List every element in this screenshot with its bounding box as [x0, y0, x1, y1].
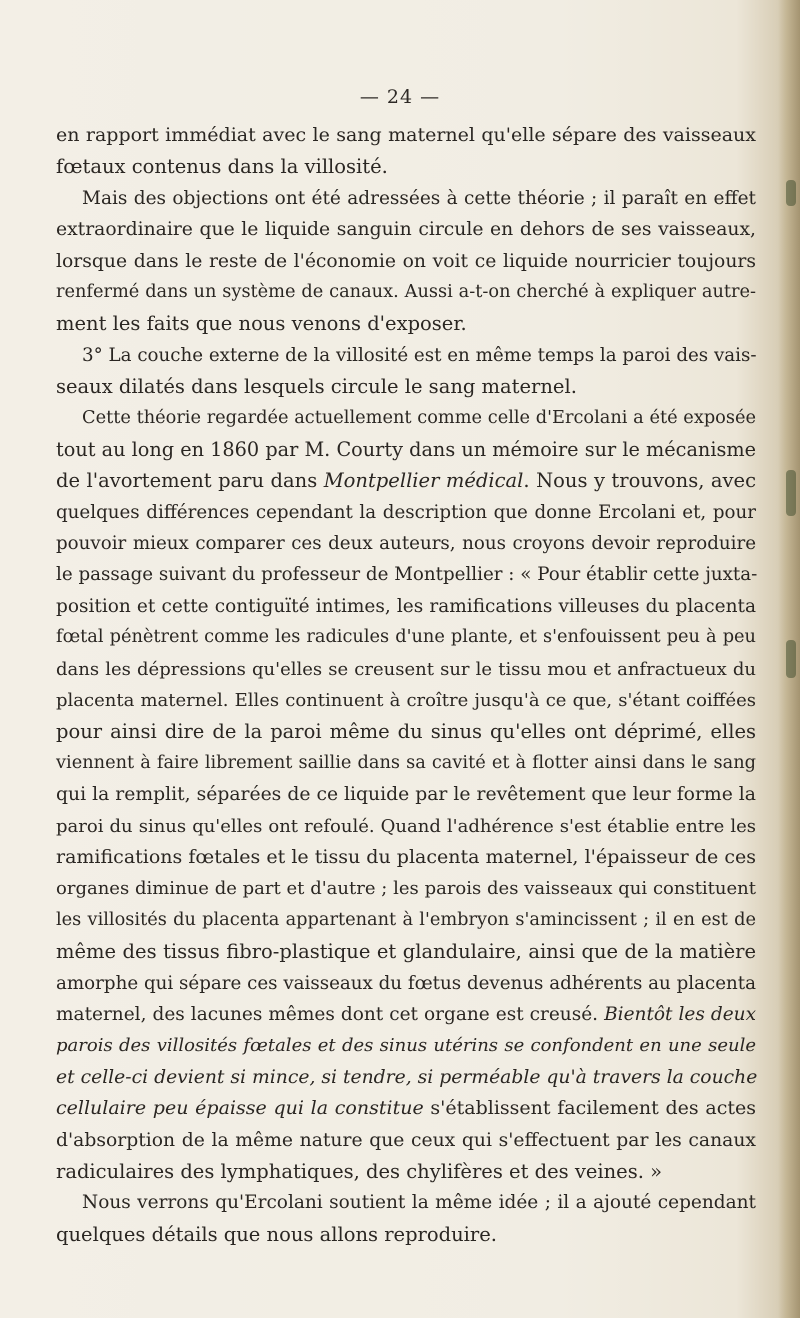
text-run: . Nous y trouvons, avec — [523, 469, 756, 493]
text-line: viennent à faire librement saillie dans sa cavité et à flotter ainsi dans le sang — [56, 752, 756, 773]
text-line: ramifications fœtales et le tissu du placenta maternel, l'épaisseur de ces — [56, 845, 756, 868]
italic-quote: parois des villosités fœtales et des sinus utérins se confondent en une seule — [56, 1035, 756, 1057]
body-text — [56, 120, 756, 1250]
text-run: de l'avortement paru dans — [56, 469, 324, 493]
text-line: placenta maternel. Elles continuent à croître jusqu'à ce que, s'étant coiffées — [56, 690, 756, 712]
text-run: maternel, des lacunes mêmes dont cet organe est creusé. — [56, 1003, 605, 1025]
text-line: organes diminue de part et d'autre ; les parois des vaisseaux qui constituent — [56, 878, 756, 900]
text-line: renfermé dans un système de canaux. Aussi a-t-on cherché à expliquer autre- — [56, 281, 756, 302]
journal-title: Montpellier médical — [323, 469, 524, 493]
text-line: dans les dépressions qu'elles se creusent sur le tissu mou et anfractueux du — [56, 658, 756, 680]
text-line: en rapport immédiat avec le sang maternel qu'elle sépare des vaisseaux — [56, 124, 756, 146]
text-line: quelques détails que nous allons reproduire. — [56, 1222, 497, 1246]
text-line: seaux dilatés dans lesquels circule le sang maternel. — [56, 375, 577, 399]
binding-mark — [786, 470, 796, 516]
italic-quote: Bientôt les deux — [604, 1003, 757, 1025]
text-line: tout au long en 1860 par M. Courty dans un mémoire sur le mécanisme — [56, 437, 756, 461]
text-run: s'établissent facilement des actes — [423, 1097, 756, 1120]
page-number: — 24 — — [359, 86, 441, 108]
text-line: quelques différences cependant la description que donne Ercolani et, pour — [56, 501, 756, 523]
text-line: lorsque dans le reste de l'économie on voit ce liquide nourricier toujours — [56, 250, 756, 272]
italic-quote: cellulaire peu épaisse qui la constitue — [56, 1097, 424, 1120]
text-line: fœtal pénètrent comme les radicules d'une plante, et s'enfouissent peu à peu — [56, 627, 756, 648]
text-line: Nous verrons qu'Ercolani soutient la même idée ; il a ajouté cependant — [82, 1192, 756, 1214]
text-line: 3° La couche externe de la villosité est en même temps la paroi des vais- — [82, 344, 757, 366]
italic-quote: et celle-ci devient si mince, si tendre, si perméable qu'à travers la couche — [56, 1066, 758, 1088]
text-line: qui la remplit, séparées de ce liquide par le revêtement que leur forme la — [56, 784, 756, 806]
binding-mark — [786, 640, 796, 678]
text-line: d'absorption de la même nature que ceux qui s'effectuent par les canaux — [56, 1129, 756, 1151]
text-line — [56, 999, 756, 1030]
text-line: le passage suivant du professeur de Montpellier : « Pour établir cette juxta- — [56, 564, 758, 586]
text-line: ment les faits que nous venons d'exposer. — [56, 312, 467, 336]
text-line: extraordinaire que le liquide sanguin circule en dehors de ses vaisseaux, — [56, 219, 756, 241]
text-line: amorphe qui sépare ces vaisseaux du fœtus devenus adhérents au placenta — [56, 972, 756, 994]
text-line: pouvoir mieux comparer ces deux auteurs, nous croyons devoir reproduire — [56, 533, 756, 555]
text-line: position et cette contiguïté intimes, les ramifications villeuses du placenta — [56, 595, 756, 617]
text-line: paroi du sinus qu'elles ont refoulé. Quand l'adhérence s'est établie entre les — [56, 815, 756, 837]
text-line: les villosités du placenta appartenant à l'embryon s'amincissent ; il en est de — [56, 909, 756, 930]
binding-mark — [786, 180, 796, 206]
text-line: Mais des objections ont été adressées à cette théorie ; il paraît en effet — [82, 187, 756, 209]
text-line: fœtaux contenus dans la villosité. — [56, 155, 388, 179]
text-line: Cette théorie regardée actuellement comme celle d'Ercolani a été exposée — [82, 407, 756, 428]
text-line — [56, 465, 756, 496]
text-line: même des tissus fibro-plastique et glandulaire, ainsi que de la matière — [56, 940, 756, 964]
text-line: radiculaires des lymphatiques, des chylifères et des veines. » — [56, 1159, 663, 1183]
text-line: pour ainsi dire de la paroi même du sinus qu'elles ont déprimé, elles — [56, 720, 756, 744]
text-line — [56, 1093, 756, 1124]
